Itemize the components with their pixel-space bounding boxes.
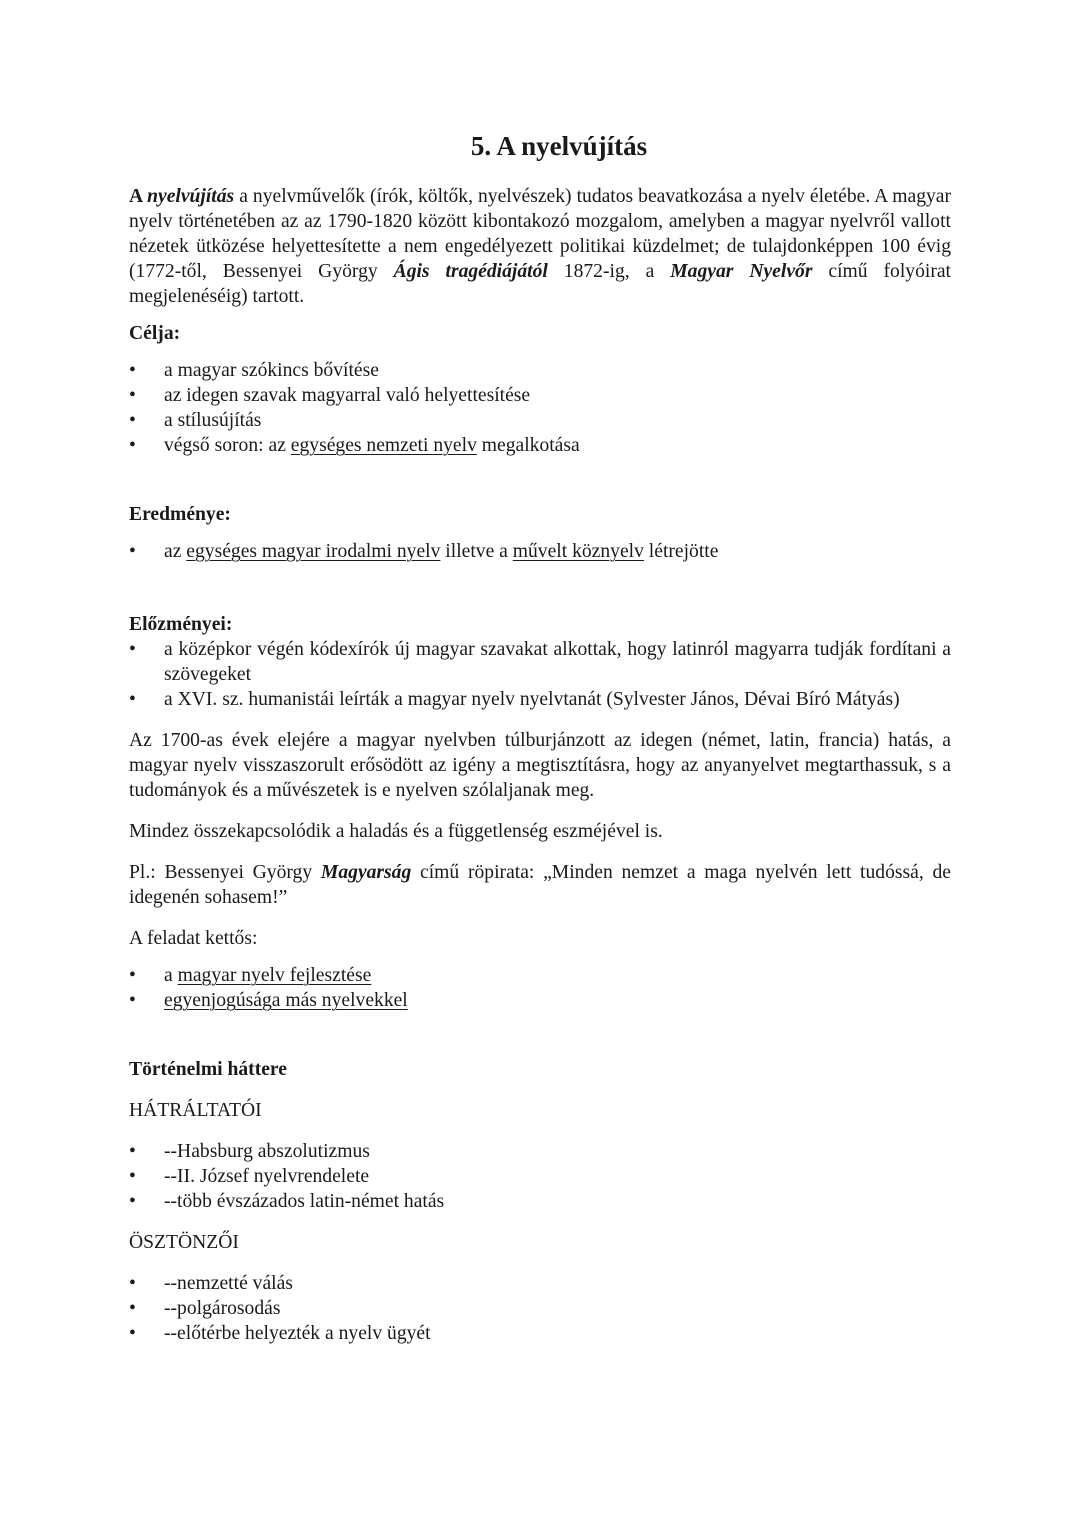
list-item-text: illetve a bbox=[440, 541, 513, 562]
paragraph-1700s: Az 1700-as évek elejére a magyar nyelvben túlburjánzott az idegen (német, latin, francia) hatás, a magyar nyelv visszaszorult erősödött az igény a megtisztításra, hogy az anyanyelvet megtarthassuk, s a tudományok és a művészetek is e nyelven szólaljanak meg. bbox=[129, 730, 951, 801]
antecedents-list bbox=[129, 637, 951, 712]
work-magyarsag: Magyarság bbox=[320, 862, 412, 883]
spacer bbox=[129, 346, 951, 358]
intro-paragraph bbox=[129, 184, 951, 309]
list-item: • --előtérbe helyezték a nyelv ügyét bbox=[129, 1321, 951, 1346]
task-list bbox=[129, 963, 951, 1013]
intro-term: nyelvújítás bbox=[147, 186, 235, 207]
spacer bbox=[129, 803, 951, 819]
spacer bbox=[129, 458, 951, 502]
page-title: 5. A nyelvújítás bbox=[470, 131, 648, 161]
list-item-text: az bbox=[164, 541, 187, 562]
hindering-label: HÁTRÁLTATÓI bbox=[129, 1100, 262, 1121]
paragraph-ideals: Mindez összekapcsolódik a haladás és a függetlenség eszméjével is. bbox=[129, 821, 663, 842]
list-item-text: a bbox=[164, 965, 178, 986]
list-item: • a stílusújítás bbox=[129, 408, 951, 433]
list-item bbox=[129, 963, 951, 988]
work-nyelvor: Magyar Nyelvőr bbox=[670, 261, 813, 282]
intro-mid: 1872-ig, a bbox=[547, 261, 671, 282]
background-heading: Történelmi háttere bbox=[129, 1059, 287, 1080]
list-item: • --több évszázados latin-német hatás bbox=[129, 1189, 951, 1214]
goals-list bbox=[129, 358, 951, 458]
spacer bbox=[129, 1082, 951, 1098]
task-intro: A feladat kettős: bbox=[129, 928, 258, 949]
result-heading: Eredménye: bbox=[129, 504, 231, 525]
quote-paragraph bbox=[129, 860, 951, 910]
quote-text: című röpirata: „Minden nemzet a maga nyelvén lett tudóssá, de idegenén sohasem!” bbox=[129, 862, 951, 908]
spacer bbox=[129, 1013, 951, 1057]
intro-text: a nyelvművelők (írók, költők, nyelvészek) tudatos beavatkozása a nyelv életébe. A magyar nyelv történetében az az 1790-1820 között kibontakozó mozgalom, amelyben a magyar nyelvről vallott nézetek ütközése helyettesítette a nem engedélyezett politikai küzdelmet; de tulajdonképpen 100 évig (1772-től, Bessenyei György bbox=[129, 186, 952, 282]
work-agis: Ágis tragédiájától bbox=[393, 261, 548, 282]
list-item: • --Habsburg abszolutizmus bbox=[129, 1139, 951, 1164]
underlined-term: magyar nyelv fejlesztése bbox=[177, 965, 372, 986]
list-item: • --II. József nyelvrendelete bbox=[129, 1164, 951, 1189]
spacer bbox=[129, 844, 951, 860]
list-item: • --polgárosodás bbox=[129, 1296, 951, 1321]
spacer bbox=[129, 951, 951, 963]
list-item: • a magyar szókincs bővítése bbox=[129, 358, 951, 383]
spacer bbox=[129, 1214, 951, 1230]
list-item bbox=[129, 988, 951, 1013]
list-item bbox=[129, 539, 951, 564]
list-item-text: végső soron: az bbox=[164, 435, 291, 456]
list-item: • a XVI. sz. humanistái leírták a magyar nyelv nyelvtanát (Sylvester János, Dévai Bíró Mátyás) bbox=[129, 687, 951, 712]
spacer bbox=[129, 527, 951, 539]
quote-text: Pl.: Bessenyei György bbox=[129, 862, 321, 883]
intro-tail: című folyóirat megjelenéséig) tartott. bbox=[129, 261, 951, 307]
spacer bbox=[129, 910, 951, 926]
goals-heading: Célja: bbox=[129, 323, 181, 344]
motivating-list bbox=[129, 1271, 951, 1346]
list-item: • az idegen szavak magyarral való helyettesítése bbox=[129, 383, 951, 408]
list-item: • a középkor végén kódexírók új magyar szavakat alkottak, hogy latinról magyarra tudják fordítani a szövegeket bbox=[129, 637, 951, 687]
underlined-term: egyenjogúsága más nyelvekkel bbox=[164, 990, 408, 1011]
antecedents-heading: Előzményei: bbox=[129, 614, 233, 635]
spacer bbox=[129, 1255, 951, 1271]
hindering-list bbox=[129, 1139, 951, 1214]
motivating-label: ÖSZTÖNZŐI bbox=[129, 1232, 239, 1253]
spacer bbox=[129, 712, 951, 728]
underlined-term: egységes nemzeti nyelv bbox=[290, 435, 477, 456]
list-item-text: megalkotása bbox=[476, 435, 580, 456]
intro-lead: A bbox=[129, 186, 148, 207]
underlined-term: egységes magyar irodalmi nyelv bbox=[186, 541, 441, 562]
list-item-text: létrejötte bbox=[643, 541, 719, 562]
spacer bbox=[129, 564, 951, 612]
list-item: • --nemzetté válás bbox=[129, 1271, 951, 1296]
document-page bbox=[129, 128, 951, 1346]
spacer bbox=[129, 1123, 951, 1139]
underlined-term: művelt köznyelv bbox=[512, 541, 644, 562]
result-list bbox=[129, 539, 951, 564]
list-item bbox=[129, 433, 951, 458]
